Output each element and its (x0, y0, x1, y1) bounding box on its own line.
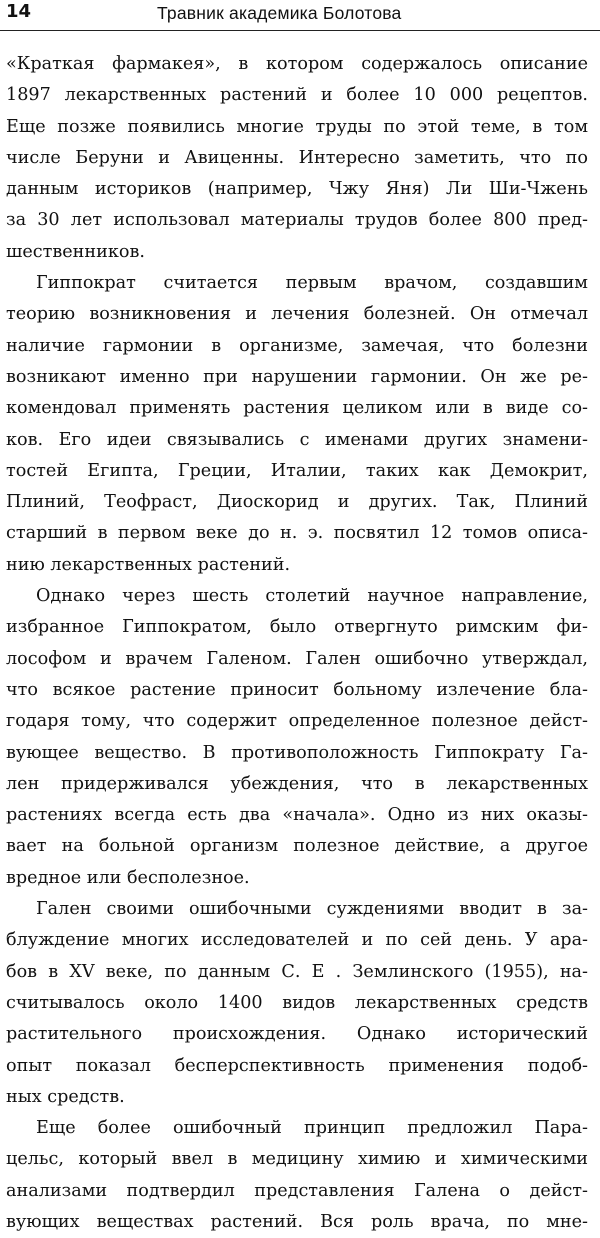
text-line: наличие гармонии в организме, замечая, что болезни (6, 335, 588, 356)
text-line: вующее вещество. В противоположность Гиппократу Га- (6, 742, 588, 763)
text-line: нию лекарственных растений. (6, 554, 291, 575)
text-line: вующих веществах растений. Вся роль врача, по мне- (6, 1211, 588, 1232)
text-line: опыт показал бесперспективность применения подоб- (6, 1055, 588, 1076)
text-line: бов в XV веке, по данным С. Е . Землинского (1955), на- (6, 961, 588, 982)
text-line: годаря тому, что содержит определенное полезное дейст- (6, 711, 588, 732)
text-line: комендовал применять растения целиком или в виде со- (6, 398, 588, 419)
text-line: лософом и врачем Галеном. Гален ошибочно утверждал, (6, 648, 588, 669)
text-line: лен придерживался убеждения, что в лекарственных (6, 773, 588, 794)
text-line: за 30 лет использовал материалы трудов более 800 пред- (6, 210, 588, 231)
text-line: 1897 лекарственных растений и более 10 000 рецептов. (6, 85, 588, 106)
text-line: анализами подтвердил представления Галена о дейст- (6, 1180, 588, 1201)
text-line: Гиппократ считается первым врачом, создавшим (36, 273, 588, 294)
text-line: возникают именно при нарушении гармонии. Он же ре- (6, 366, 588, 387)
text-line: Еще более ошибочный принцип предложил Пара- (36, 1118, 588, 1139)
text-line: растительного происхождения. Однако исторический (6, 1024, 588, 1045)
page-header (0, 0, 600, 31)
text-line: Еще позже появились многие труды по этой теме, в том (6, 116, 588, 137)
text-line: растениях всегда есть два «начала». Одно из них оказы- (6, 805, 588, 826)
text-line: числе Беруни и Авиценны. Интересно заметить, что по (6, 147, 588, 168)
text-line: теорию возникновения и лечения болезней. Он отмечал (6, 304, 588, 325)
text-line: тостей Египта, Греции, Италии, таких как Демокрит, (6, 460, 588, 481)
text-line: старший в первом веке до н. э. посвятил 12 томов описа- (6, 523, 588, 544)
text-line: Гален своими ошибочными суждениями вводит в за- (36, 899, 588, 920)
text-line: данным историков (например, Чжу Яня) Ли Ши-Чжень (6, 179, 588, 200)
text-line: избранное Гиппократом, было отвергнуто римским фи- (6, 617, 588, 638)
page-body (6, 49, 588, 1238)
text-line: цельс, который ввел в медицину химию и химическими (6, 1149, 588, 1170)
text-line: ков. Его идеи связывались с именами других знамени- (6, 429, 588, 450)
text-line: шественников. (6, 241, 145, 262)
running-title: Травник академика Болотова (157, 3, 402, 23)
text-line: вает на больной организм полезное действие, а другое (6, 836, 588, 857)
text-line: вредное или бесполезное. (6, 867, 250, 888)
text-line: блуждение многих исследователей и по сей день. У ара- (6, 930, 588, 951)
page-number: 14 (6, 1, 32, 22)
text-line: «Краткая фармакея», в котором содержалось описание (6, 54, 588, 74)
text-line: Плиний, Теофраст, Диоскорид и других. Так, Плиний (6, 492, 588, 513)
text-line: ных средств. (6, 1086, 125, 1107)
text-line: что всякое растение приносит больному излечение бла- (6, 679, 588, 700)
text-line: Однако через шесть столетий научное направление, (36, 586, 588, 607)
text-line: считывалось около 1400 видов лекарственных средств (6, 992, 588, 1013)
